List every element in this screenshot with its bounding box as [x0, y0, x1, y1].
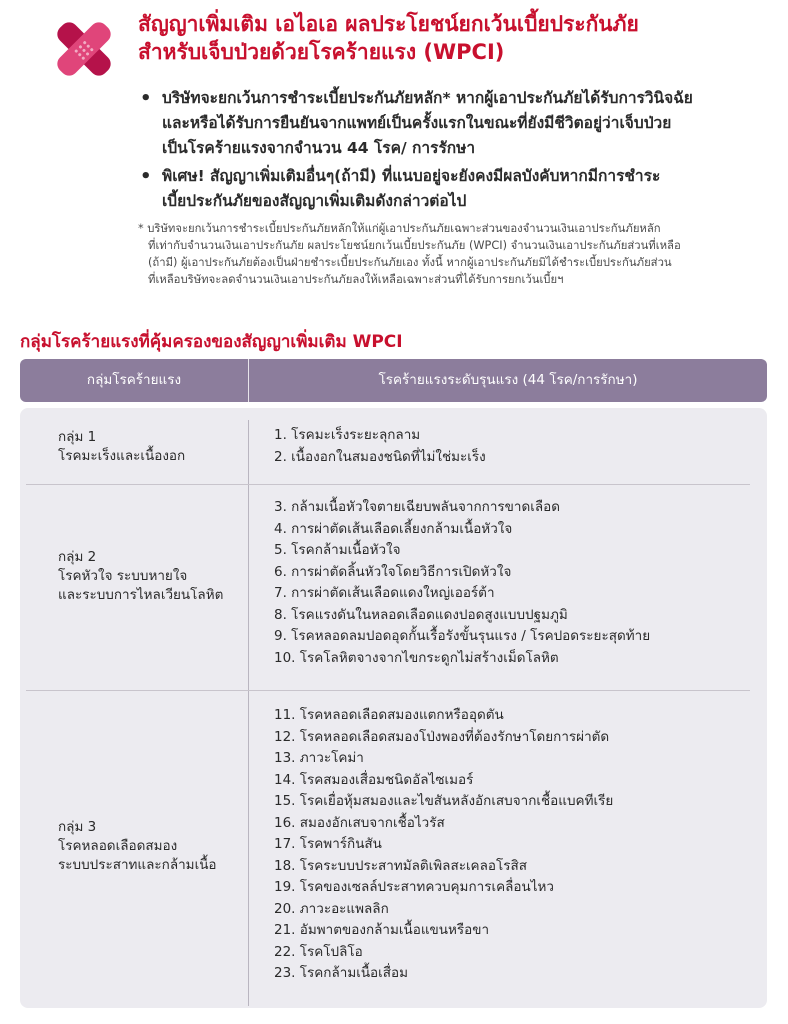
group-number: กลุ่ม 3	[58, 819, 97, 835]
footnote-line: (ถ้ามี) ผู้เอาประกันภัยต้องเป็นฝ่ายชำระเบี้ยประกันภัยเอง ทั้งนี้ หากผู้เอาประกันภัยมิได้ชำระเบี้ยประกันภัยส่วน	[148, 256, 672, 269]
disease-item: 17. โรคพาร์กินสัน	[274, 836, 382, 852]
pink-cross-bandage-icon	[46, 14, 122, 84]
footnote-line: * บริษัทจะยกเว้นการชำระเบี้ยประกันภัยหลักให้แก่ผู้เอาประกันภัยเฉพาะส่วนของจำนวนเงินเอาประกันภัยหลัก	[138, 222, 661, 235]
table-header	[20, 359, 767, 402]
disease-item: 19. โรคของเซลล์ประสาทควบคุมการเคลื่อนไหว	[274, 879, 554, 895]
disease-item: 7. การผ่าตัดเส้นเลือดแดงใหญ่เออร์ต้า	[274, 585, 495, 601]
disease-table	[20, 408, 767, 1008]
footnote-line: ที่เหลือบริษัทจะลดจำนวนเงินเอาประกันภัยลงให้เหลือเฉพาะส่วนที่ได้รับการยกเว้นเบี้ยฯ	[148, 273, 564, 286]
row-divider	[26, 484, 750, 485]
header-disease-column: โรคร้ายแรงระดับรุนแรง (44 โรค/การรักษา)	[378, 372, 638, 388]
footnote	[138, 220, 778, 288]
group-1-label	[58, 428, 248, 466]
disease-item: 4. การผ่าตัดเส้นเลือดเลี้ยงกล้ามเนื้อหัวใจ	[274, 520, 513, 537]
benefit-bullets	[138, 86, 778, 217]
bullet-line: พิเศษ! สัญญาเพิ่มเติมอื่นๆ(ถ้ามี) ที่แนบอยู่จะยังคงมีผลบังคับหากมีการชำระ	[162, 167, 661, 185]
disease-item: 16. สมองอักเสบจากเชื้อไวรัส	[274, 814, 445, 831]
bullet-line: เบี้ยประกันภัยของสัญญาเพิ่มเติมดังกล่าวต่อไป	[162, 192, 467, 210]
disease-item: 13. ภาวะโคม่า	[274, 750, 364, 766]
bullet-line: บริษัทจะยกเว้นการชำระเบี้ยประกันภัยหลัก* หากผู้เอาประกันภัยได้รับการวินิจฉัย	[162, 89, 693, 107]
disease-item: 14. โรคสมองเสื่อมชนิดอัลไซเมอร์	[274, 771, 474, 788]
disease-item: 8. โรคแรงดันในหลอดเลือดแดงปอดสูงแบบปฐมภูมิ	[274, 606, 568, 623]
disease-item: 9. โรคหลอดลมปอดอุดกั้นเรื้อรังขั้นรุนแรง / โรคปอดระยะสุดท้าย	[274, 628, 651, 644]
disease-item: 11. โรคหลอดเลือดสมองแตกหรืออุดตัน	[274, 707, 504, 723]
group-2-label	[58, 548, 248, 605]
title-line-1: สัญญาเพิ่มเติม เอไอเอ ผลประโยชน์ยกเว้นเบี้ยประกันภัย	[138, 12, 639, 36]
group-number: กลุ่ม 1	[58, 429, 97, 445]
group-name: ระบบประสาทและกล้ามเนื้อ	[58, 857, 217, 873]
disease-item: 10. โรคโลหิตจางจากไขกระดูกไม่สร้างเม็ดโลหิต	[274, 649, 559, 666]
group-name: โรคมะเร็งและเนื้องอก	[58, 448, 186, 464]
disease-item: 21. อัมพาตของกล้ามเนื้อแขนหรือขา	[274, 922, 490, 938]
disease-item: 6. การผ่าตัดลิ้นหัวใจโดยวิธีการเปิดหัวใจ	[274, 563, 512, 580]
wpci-logo	[46, 14, 122, 84]
footnote-line: ที่เท่ากับจำนวนเงินเอาประกันภัย ผลประโยชน์ยกเว้นเบี้ยประกันภัย (WPCI) จำนวนเงินเอาประกันภัยส่วนที่เหลือ	[148, 239, 681, 252]
group-name: และระบบการไหลเวียนโลหิต	[58, 587, 224, 603]
page-title	[138, 10, 778, 66]
disease-item: 23. โรคกล้ามเนื้อเสื่อม	[274, 965, 409, 981]
group-2-diseases	[274, 497, 744, 669]
bullet-line: เป็นโรคร้ายแรงจากจำนวน 44 โรค/ การรักษา	[162, 139, 476, 157]
bullet-dot-icon: •	[140, 88, 152, 109]
group-number: กลุ่ม 2	[58, 549, 97, 565]
section-title: กลุ่มโรคร้ายแรงที่คุ้มครองของสัญญาเพิ่มเติม WPCI	[20, 332, 403, 352]
header-group-column: กลุ่มโรคร้ายแรง	[86, 372, 182, 388]
bullet-item	[138, 86, 778, 161]
disease-item: 15. โรคเยื่อหุ้มสมองและไขสันหลังอักเสบจากเชื้อแบคทีเรีย	[274, 793, 614, 809]
row-divider	[26, 690, 750, 691]
disease-item: 5. โรคกล้ามเนื้อหัวใจ	[274, 542, 401, 558]
disease-item: 18. โรคระบบประสาทมัลติเพิลสะเคลอโรสิส	[274, 857, 527, 874]
bullet-item	[138, 164, 778, 214]
disease-item: 22. โรคโปลิโอ	[274, 943, 363, 960]
group-name: โรคหลอดเลือดสมอง	[58, 838, 178, 854]
group-3-diseases	[274, 705, 744, 985]
group-3-label	[58, 818, 248, 875]
disease-item: 3. กล้ามเนื้อหัวใจตายเฉียบพลันจากการขาดเลือด	[274, 499, 560, 515]
disease-item: 2. เนื้องอกในสมองชนิดที่ไม่ใช่มะเร็ง	[274, 448, 486, 465]
column-divider	[248, 420, 249, 1006]
group-name: โรคหัวใจ ระบบหายใจ	[58, 568, 188, 584]
title-line-2: สำหรับเจ็บป่วยด้วยโรคร้ายแรง (WPCI)	[138, 40, 505, 64]
group-1-diseases	[274, 425, 744, 468]
disease-item: 20. ภาวะอะแพลลิก	[274, 900, 389, 917]
disease-item: 1. โรคมะเร็งระยะลุกลาม	[274, 427, 421, 443]
bullet-line: และหรือได้รับการยืนยันจากแพทย์เป็นครั้งแรกในขณะที่ยังมีชีวิตอยู่ว่าเจ็บป่วย	[162, 114, 672, 132]
disease-item: 12. โรคหลอดเลือดสมองโป่งพองที่ต้องรักษาโดยการผ่าตัด	[274, 728, 610, 745]
bullet-dot-icon: •	[140, 166, 152, 187]
